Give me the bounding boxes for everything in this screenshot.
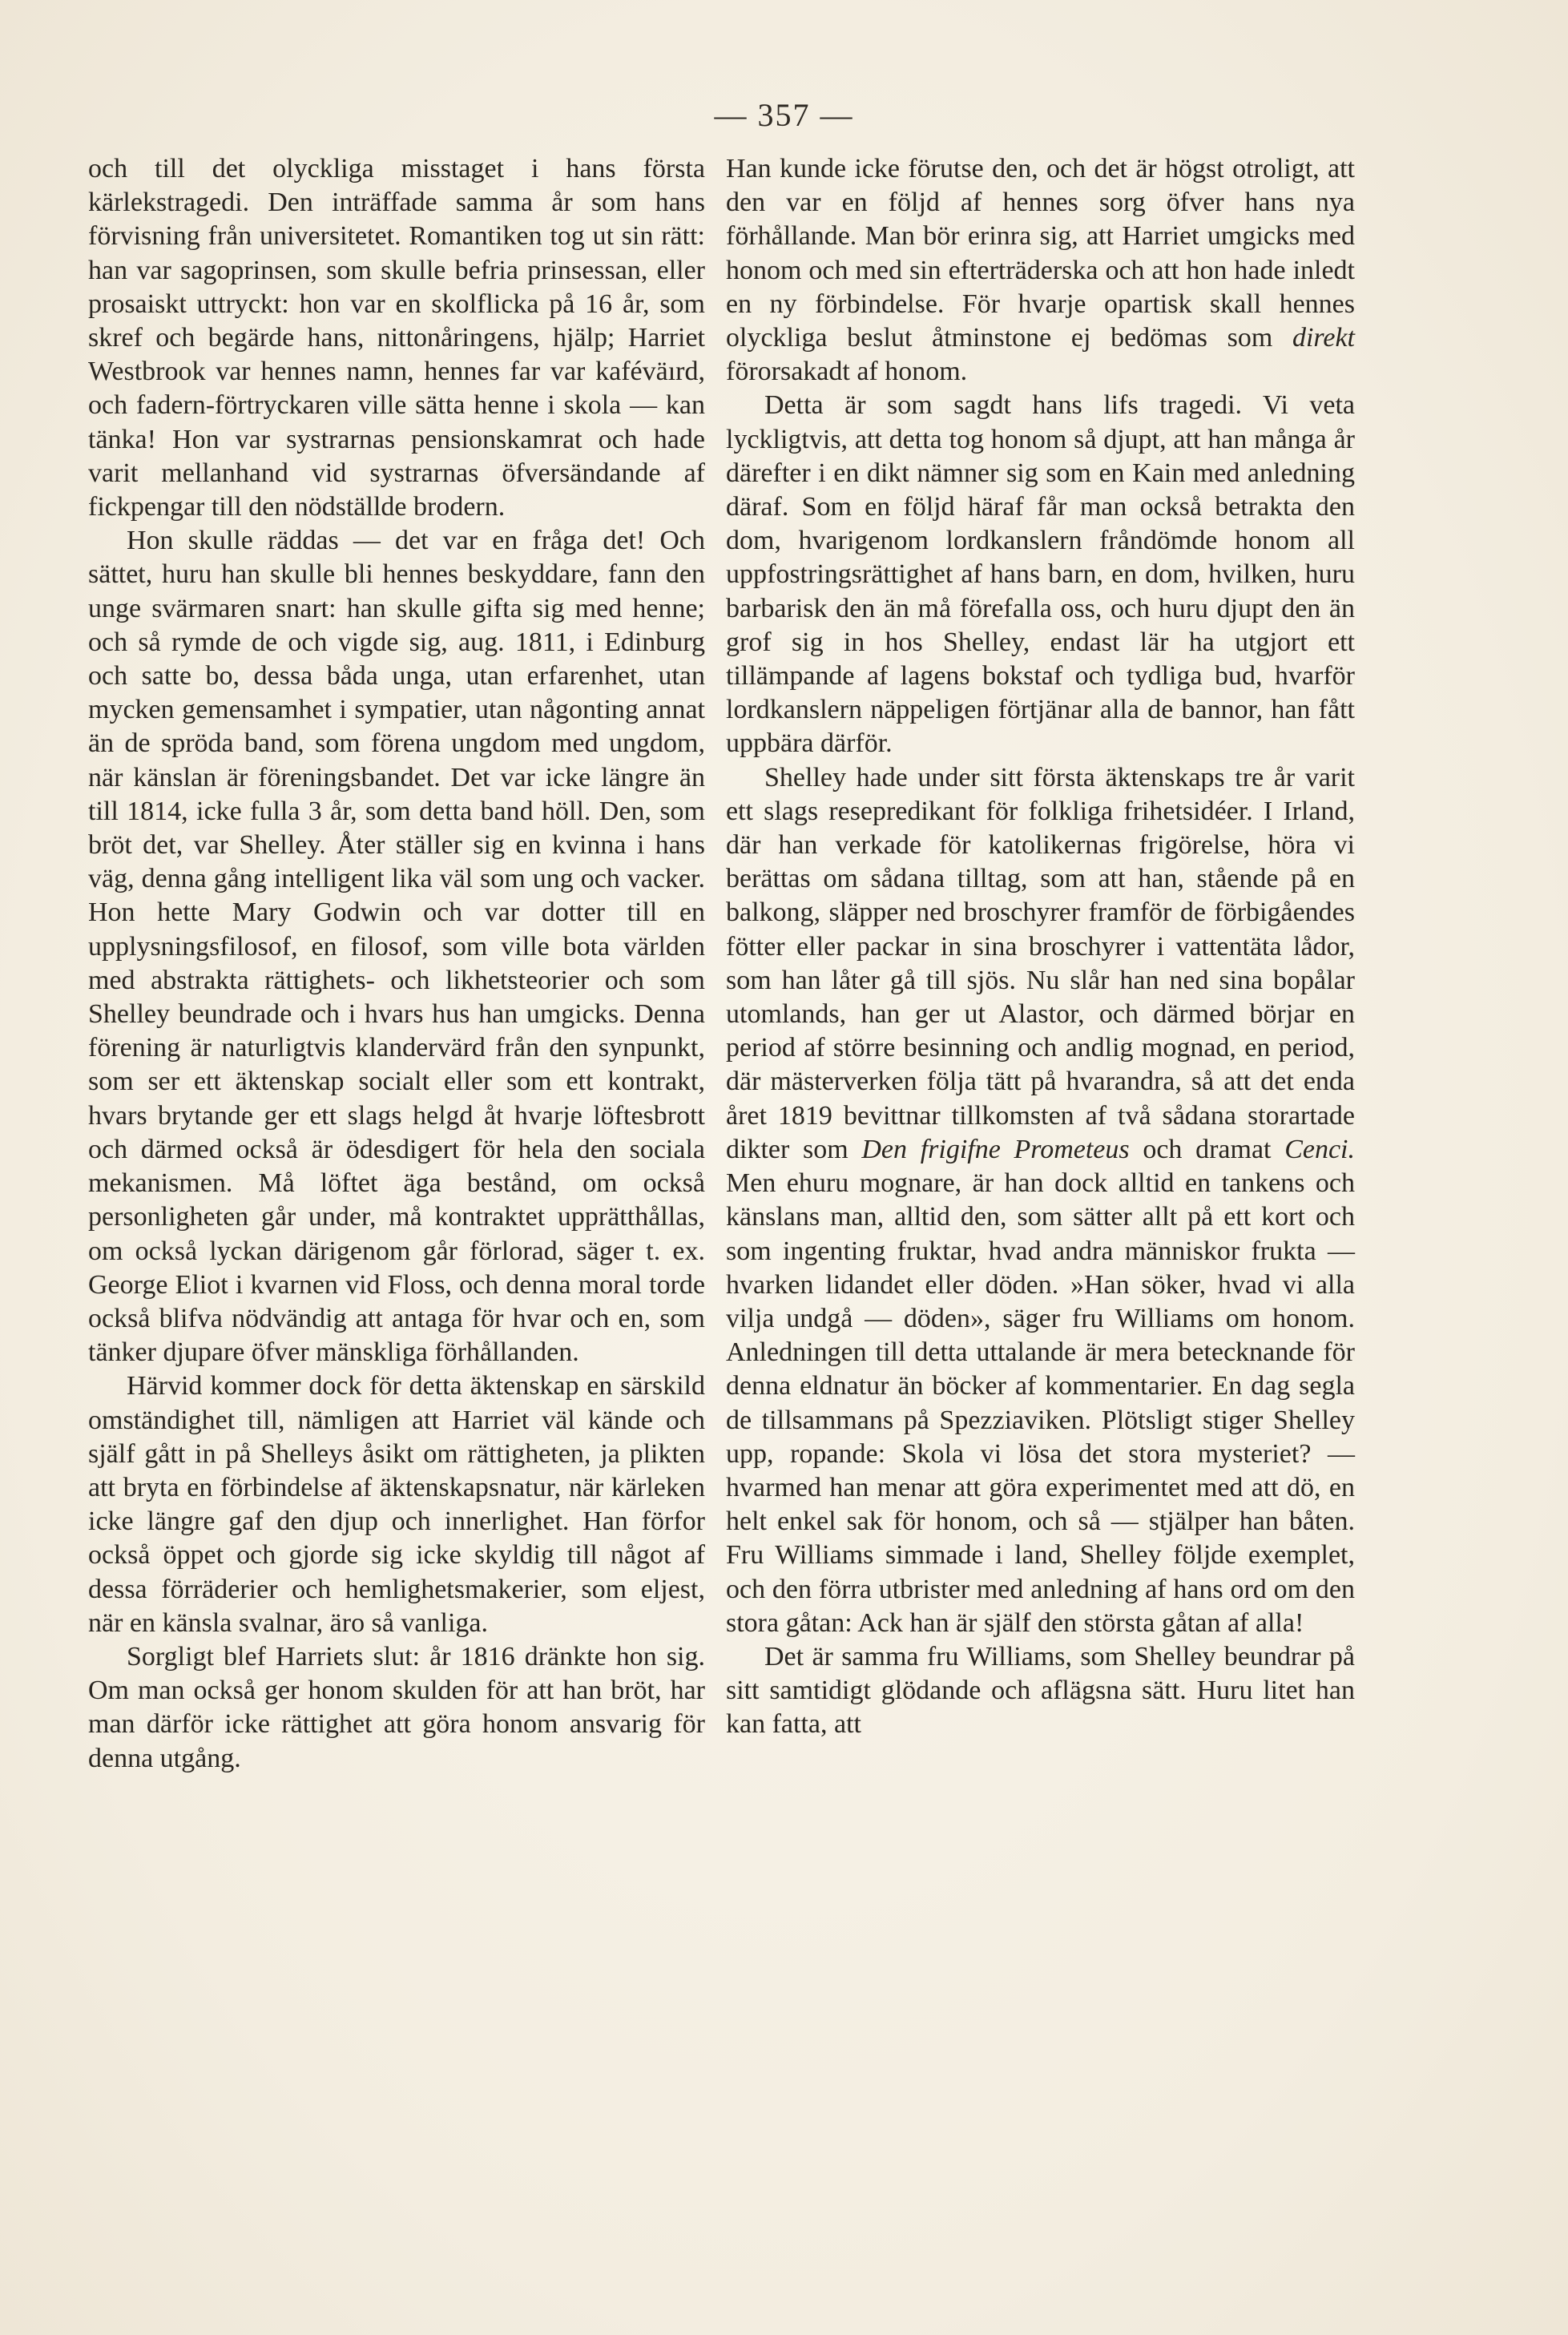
paragraph: Hon skulle räddas — det var en fråga det! Och sättet, huru han skulle bli hennes beskyddare, fann den unge svärmaren snart: han skulle gifta sig med henne; och så rymde de och vigde sig, aug. 1811, i Edinburg och satte bo, dessa båda unga, utan erfarenhet, utan mycken gemensamhet i sympatier, utan någonting annat än de spröda band, som förena ungdom med ungdom, när känslan är föreningsbandet. Det var icke längre än till 1814, icke fulla 3 år, som detta band höll. Den, som bröt det, var Shelley. Åter ställer sig en kvinna i hans väg, denna gång intelligent lika väl som ung och vacker. Hon hette Mary Godwin och var dotter till en upplysningsfilosof, en filosof, som ville bota världen med abstrakta rättighets- och likhetsteorier och som Shelley beundrade och i hvars hus han umgicks. Denna förening är naturligtvis klandervärd från den synpunkt, som ser ett äktenskap socialt eller som ett kontrakt, hvars brytande ger ett slags helgd åt hvarje löftesbrott och därmed också är ödesdigert för hela den sociala mekanismen. Må löftet äga bestånd, om också personligheten går under, må kontraktet upprätthållas, om också lyckan därigenom går förlorad, säger t. ex. George Eliot i kvarnen vid Floss, och denna moral torde också blifva nödvändig att antaga för hvar och en, som tänker djupare öfver mänskliga förhållanden.	[88, 526, 705, 1368]
emphasis-text: direkt	[1292, 323, 1355, 353]
paragraph	[726, 152, 1355, 389]
page-number: — 357 —	[714, 97, 854, 133]
left-column	[88, 152, 705, 1776]
paragraph-text: Shelley hade under sitt första äktenskaps tre år varit ett slags resepredikant för folkliga frihetsidéer. I Irland, där han verkade för katolikernas frigörelse, höra vi berättas om sådana tilltag, som att han, stående på en balkong, släpper ned broschyrer framför de förbigåendes fötter eller packar in sina broschyrer i vattentäta lådor, som han låter gå till sjös. Nu slår han ned sina bopålar utomlands, han ger ut Alastor, och därmed börjar en period af större besinning och andlig mognad, en period, där mästerverken följa tätt på hvarandra, så att det enda året 1819 bevittnar tillkomsten af två sådana storartade dikter som	[726, 762, 1355, 1164]
right-column	[726, 152, 1355, 1742]
paragraph-text: Men ehuru mognare, är han dock alltid en tankens och känslans man, alltid den, som sätter allt på ett kort och som ingenting fruktar, hvad andra människor frukta — hvarken lidandet eller döden. »Han söker, hvad vi alla vilja undgå — döden», säger fru Williams om honom. Anledningen till detta uttalande är mera betecknande för denna eldnatur än böcker af kommentarier. En dag segla de tillsammans på Spezziaviken. Plötsligt stiger Shelley upp, ropande: Skola vi lösa det stora mysteriet? — hvarmed han menar att göra experimentet med att dö, en helt enkel sak för honom, och så — stjälper han båten. Fru Williams simmade i land, Shelley följde exemplet, och den förra utbrister med anledning af hans ord om den stora gåtan: Ack han är själf den största gåtan af alla!	[726, 1168, 1355, 1638]
paragraph-text: och dramat	[1129, 1134, 1285, 1164]
emphasis-text: Den frigifne Prometeus	[861, 1134, 1130, 1164]
paragraph	[726, 761, 1355, 1640]
paragraph: Detta är som sagdt hans lifs tragedi. Vi veta lyckligtvis, att detta tog honom så djupt, att han många år därefter i en dikt nämner sig som en Kain med anledning däraf. Som en följd häraf får man också betrakta den dom, hvarigenom lordkanslern fråndömde honom all uppfostringsrättighet af hans barn, en dom, hvilken, huru barbarisk den än må förefalla oss, och huru djupt den än grof sig in hos Shelley, endast lär ha utgjort ett tillämpande af lagens bokstaf och tydliga bud, hvarför lordkanslern näppeligen förtjänar alla de bannor, han fått uppbära därför.	[726, 390, 1355, 759]
paragraph: Det är samma fru Williams, som Shelley beundrar på sitt samtidigt glödande och aflägsna sätt. Huru litet han kan fatta, att	[726, 1641, 1355, 1740]
paragraph-text: Han kunde icke förutse den, och det är högst otroligt, att den var en följd af hennes sorg öfver hans nya förhållande. Man bör erinra sig, att Harriet umgicks med honom och med sin efterträderska och att hon hade inledt en ny förbindelse. För hvarje opartisk skall hennes olyckliga beslut åtminstone ej bedömas som	[726, 154, 1355, 353]
paragraph-text: förorsakadt af honom.	[726, 357, 968, 387]
paragraph: Härvid kommer dock för detta äktenskap en särskild omständighet till, nämligen att Harriet väl kände och själf gått in på Shelleys åsikt om rättigheten, ja plikten att bryta en förbindelse af äktenskapsnatur, när kärleken icke längre gaf den djup och innerlighet. Han förfor också öppet och gjorde sig icke skyldig till något af dessa förräderier och hemlighetsmakerier, som eljest, när en känsla svalnar, äro så vanliga.	[88, 1371, 705, 1638]
paragraph: Sorgligt blef Harriets slut: år 1816 dränkte hon sig. Om man också ger honom skulden för att han bröt, har man därför icke rättighet att göra honom ansvarig för denna utgång.	[88, 1641, 705, 1773]
paragraph: och till det olyckliga misstaget i hans första kärlekstragedi. Den inträffade samma år som hans förvisning från universitetet. Romantiken tog ut sin rätt: han var sagoprinsen, som skulle befria prinsessan, eller prosaiskt uttryckt: hon var en skolflicka på 16 år, som skref och begärde hans, nittonåringens, hjälp; Harriet Westbrook var hennes namn, hennes far var kaféväırd, och fadern-förtryckaren ville sätta henne i skola — kan tänka! Hon var systrarnas pensionskamrat och hade varit mellanhand vid systrarnas öfversändande af fickpengar till den nödställde brodern.	[88, 154, 705, 522]
emphasis-text: Cenci.	[1284, 1134, 1355, 1164]
